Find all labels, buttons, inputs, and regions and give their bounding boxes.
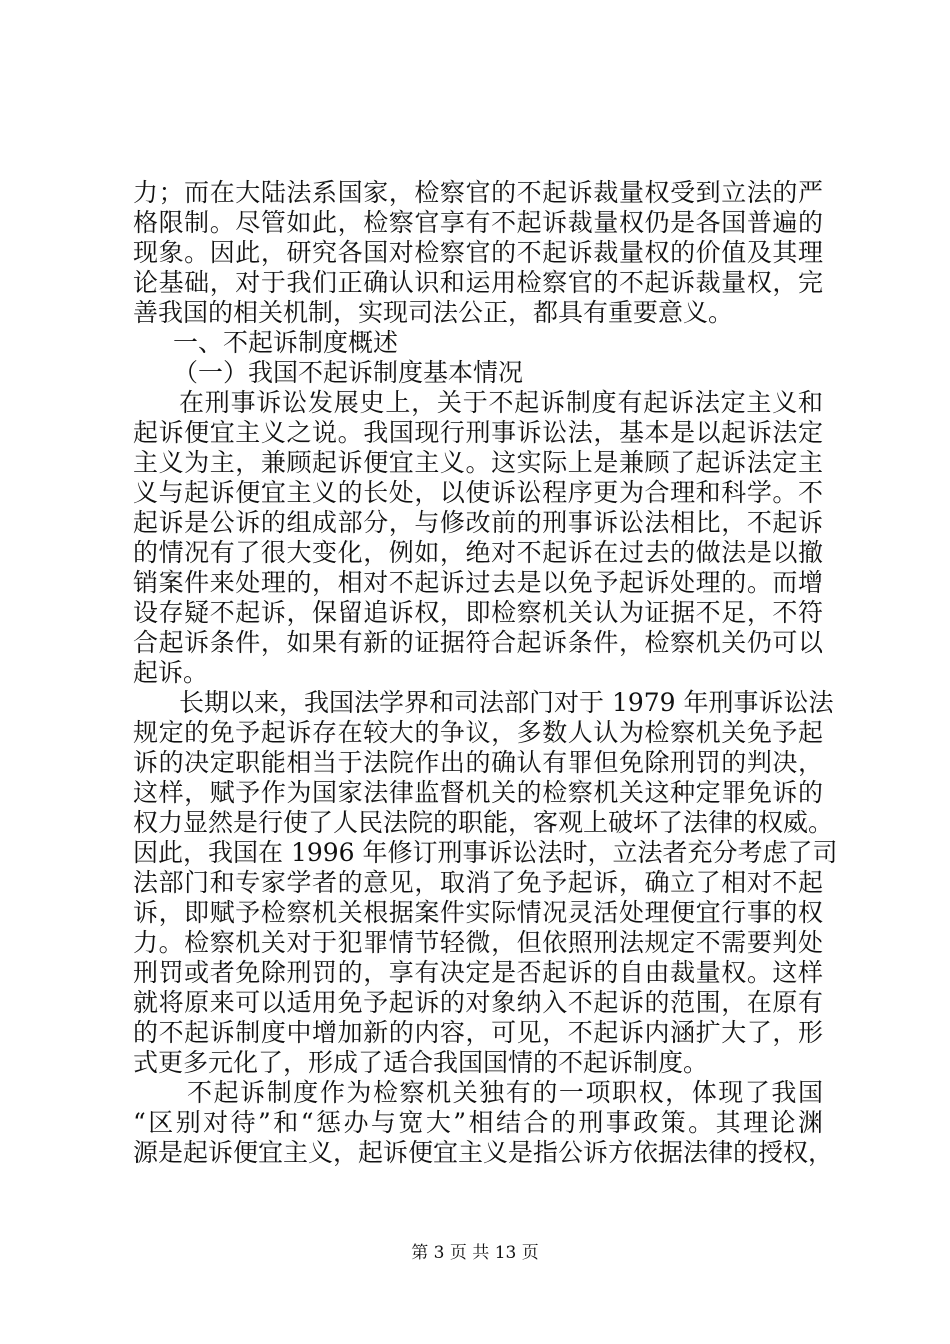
text-line: “区别对待”和“惩办与宽大”相结合的刑事政策。其理论渊 — [133, 1108, 823, 1137]
text-line: 论基础，对于我们正确认识和运用检察官的不起诉裁量权，完 — [133, 268, 823, 297]
page-number-footer: 第 3 页 共 13 页 — [411, 1243, 539, 1263]
text-line: 这样，赋予作为国家法律监督机关的检察机关这种定罪免诉的 — [133, 778, 823, 807]
document-body — [133, 178, 838, 1168]
text-line: 力。检察机关对于犯罪情节轻微，但依照刑法规定不需要判处 — [133, 928, 823, 957]
text-line: 刑罚或者免除刑罚的，享有决定是否起诉的自由裁量权。这样 — [133, 958, 823, 987]
section-heading: 一、不起诉制度概述 — [173, 328, 399, 357]
text-line: 起诉是公诉的组成部分，与修改前的刑事诉讼法相比，不起诉 — [133, 508, 823, 537]
text-line: 诉的决定职能相当于法院作出的确认有罪但免除刑罚的判决， — [133, 748, 823, 777]
text-line: 在刑事诉讼发展史上，关于不起诉制度有起诉法定主义和 — [179, 388, 823, 417]
text-line: 主义为主，兼顾起诉便宜主义。这实际上是兼顾了起诉法定主 — [133, 448, 823, 477]
text-line: 起诉便宜主义之说。我国现行刑事诉讼法，基本是以起诉法定 — [133, 418, 823, 447]
text-line: 格限制。尽管如此，检察官享有不起诉裁量权仍是各国普遍的 — [133, 208, 823, 237]
text-line: 义与起诉便宜主义的长处，以使诉讼程序更为合理和科学。不 — [133, 478, 823, 507]
text-line: 的不起诉制度中增加新的内容，可见，不起诉内涵扩大了，形 — [133, 1018, 823, 1047]
text-line: 销案件来处理的，相对不起诉过去是以免予起诉处理的。而增 — [133, 568, 823, 597]
text-line: 的情况有了很大变化，例如，绝对不起诉在过去的做法是以撤 — [133, 538, 823, 567]
text-line: 就将原来可以适用免予起诉的对象纳入不起诉的范围，在原有 — [133, 988, 823, 1017]
text-line: 法部门和专家学者的意见，取消了免予起诉，确立了相对不起 — [133, 868, 823, 897]
text-line: 设存疑不起诉，保留追诉权，即检察机关认为证据不足，不符 — [133, 598, 823, 627]
text-line: 式更多元化了，形成了适合我国国情的不起诉制度。 — [133, 1048, 709, 1077]
text-line: 善我国的相关机制，实现司法公正，都具有重要意义。 — [133, 298, 734, 327]
text-line: 诉，即赋予检察机关根据案件实际情况灵活处理便宜行事的权 — [133, 898, 823, 927]
text-line: 现象。因此，研究各国对检察官的不起诉裁量权的价值及其理 — [133, 238, 823, 267]
text-line: 起诉。 — [133, 658, 209, 687]
text-line: 因此，我国在 1996 年修订刑事诉讼法时，立法者充分考虑了司 — [133, 838, 838, 867]
text-line: 长期以来，我国法学界和司法部门对于 1979 年刑事诉讼法 — [179, 688, 834, 717]
text-line: 力；而在大陆法系国家，检察官的不起诉裁量权受到立法的严 — [133, 178, 823, 207]
text-line: 源是起诉便宜主义，起诉便宜主义是指公诉方依据法律的授权， — [133, 1138, 834, 1167]
text-line: 不起诉制度作为检察机关独有的一项职权，体现了我国 — [187, 1078, 823, 1107]
text-line: 权力显然是行使了人民法院的职能，客观上破坏了法律的权威。 — [133, 808, 834, 837]
subsection-heading: （一）我国不起诉制度基本情况 — [173, 358, 524, 387]
text-line: 合起诉条件，如果有新的证据符合起诉条件，检察机关仍可以 — [133, 628, 823, 657]
text-line: 规定的免予起诉存在较大的争议，多数人认为检察机关免予起 — [133, 718, 823, 747]
